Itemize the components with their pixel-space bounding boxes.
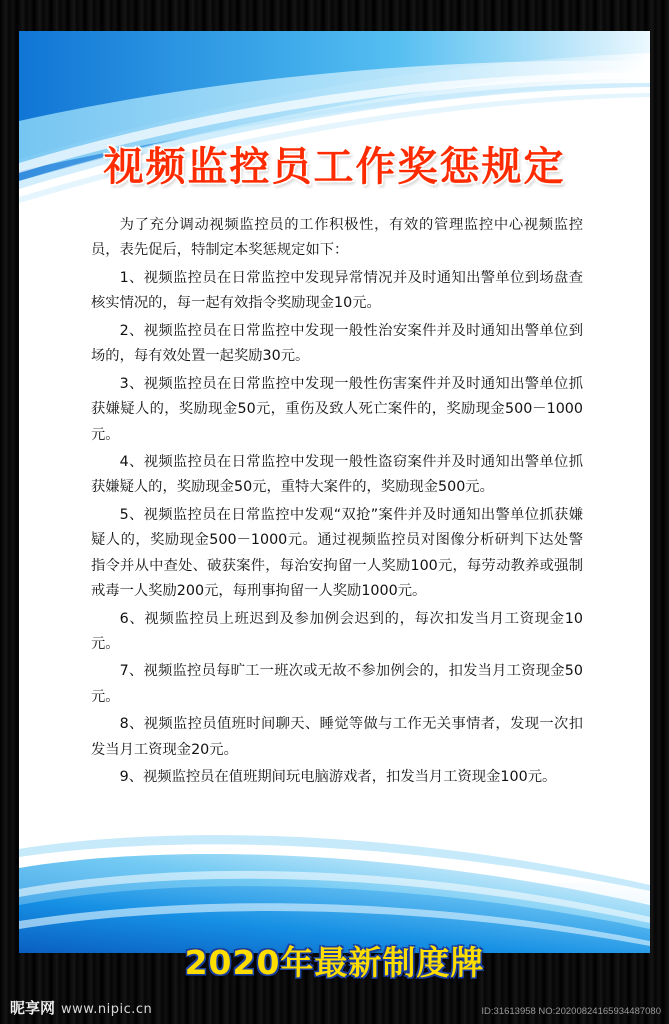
paragraph-item-7: 7、视频监控员每旷工一班次或无故不参加例会的，扣发当月工资现金50元。 (91, 663, 583, 705)
paragraph-item-9: 9、视频监控员在值班期间玩电脑游戏者，扣发当月工资现金100元。 (119, 769, 557, 786)
paragraph-intro: 为了充分调动视频监控员的工作积极性，有效的管理监控中心视频监控员，表先促后，特制定本奖惩规定如下： (91, 217, 583, 259)
paragraph-item-1: 1、视频监控员在日常监控中发现异常情况并及时通知出警单位到场盘查核实情况的，每一起有效指令奖励现金10元。 (91, 269, 583, 312)
watermark-brand: 昵享网 (10, 999, 56, 1017)
footer-headline: 2020年最新制度牌 (184, 943, 485, 982)
image-id-code: ID:31613958 NO:20200824165934487080 (481, 1006, 661, 1017)
page-title: 视频监控员工作奖惩规定 (103, 144, 566, 190)
paragraph-item-5: 5、视频监控员在日常监控中发观“双抢”案件并及时通知出警单位抓获嫌疑人的，奖励现金500－1000元。通过视频监控员对图像分析研判下达处警指令并从中查处、破获案件，每治安拘留一人奖励100元，每劳动教养或强制戒毒一人奖励200元，每刑事拘留一人奖励1000元。 (91, 506, 583, 600)
paragraph-item-6: 6、视频监控员上班迟到及参加例会迟到的，每次扣发当月工资现金10元。 (91, 610, 583, 652)
footer-band (0, 922, 669, 1024)
paragraph-item-8: 8、视频监控员值班时间聊天、睡觉等做与工作无关事情者，发现一次扣发当月工资现金20元。 (91, 716, 583, 758)
top-wave-svg (19, 31, 650, 231)
top-wave-graphic (19, 31, 650, 231)
paragraph-item-2: 2、视频监控员在日常监控中发现一般性治安案件并及时通知出警单位到场的，每有效处置一起奖励30元。 (91, 322, 583, 365)
watermark (10, 997, 152, 1018)
paragraph-item-3: 3、视频监控员在日常监控中发现一般性伤害案件并及时通知出警单位抓获嫌疑人的，奖励现金50元，重伤及致人死亡案件的，奖励现金500－1000元。 (91, 375, 583, 443)
regulation-body (91, 213, 583, 793)
watermark-url: www.nipic.cn (61, 1002, 153, 1017)
poster-panel (19, 31, 650, 953)
paragraph-item-4: 4、视频监控员在日常监控中发现一般性盗窃案件并及时通知出警单位抓获嫌疑人的，奖励现金50元，重特大案件的，奖励现金500元。 (91, 453, 583, 496)
